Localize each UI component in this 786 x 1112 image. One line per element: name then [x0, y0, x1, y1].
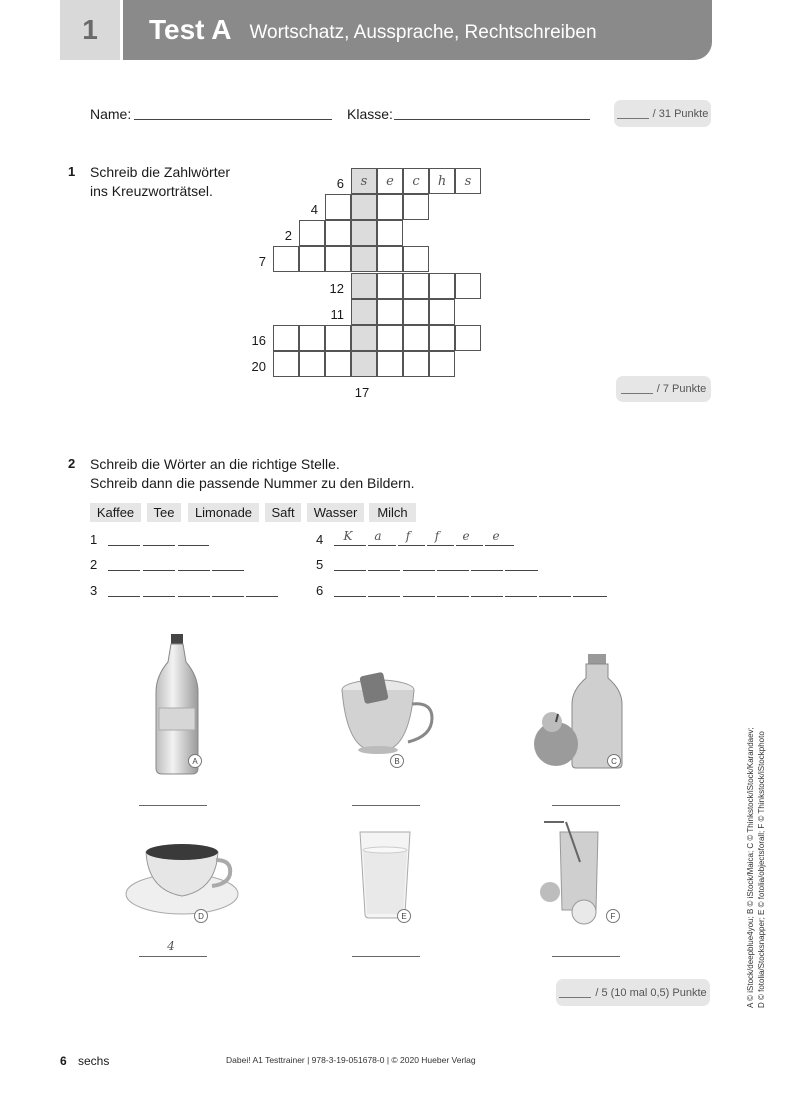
tea-glass-image	[338, 670, 436, 760]
milk-glass-image	[356, 830, 414, 920]
task1-instruction-line2: ins Kreuzworträtsel.	[90, 183, 213, 199]
image-label-e: E	[397, 909, 411, 923]
handwritten-picture-answer: 4	[167, 939, 175, 953]
image-label-d: D	[194, 909, 208, 923]
word-box-saft: Saft	[265, 503, 301, 522]
crossword-cell[interactable]	[325, 194, 351, 220]
image-label-f: F	[606, 909, 620, 923]
letter-blank[interactable]	[505, 569, 538, 571]
row-number-1: 1	[90, 532, 98, 547]
task2-number: 2	[68, 456, 76, 471]
letter-blank[interactable]	[368, 595, 400, 597]
crossword-cell[interactable]	[377, 325, 403, 351]
word-box-tee: Tee	[147, 503, 181, 522]
crossword-cell[interactable]	[325, 325, 351, 351]
letter-blank[interactable]	[403, 595, 435, 597]
name-label: Name:	[90, 106, 132, 122]
crossword-cell[interactable]	[377, 246, 403, 272]
letter-blank[interactable]	[368, 569, 400, 571]
crossword-cell[interactable]	[377, 351, 403, 377]
picture-a-answer[interactable]	[139, 804, 207, 806]
crossword-cell[interactable]	[429, 273, 455, 299]
letter-blank[interactable]	[108, 569, 140, 571]
letter-blank[interactable]	[212, 595, 244, 597]
word-box-milch: Milch	[369, 503, 416, 522]
clue-4: 4	[310, 202, 318, 217]
crossword-letter: s	[360, 174, 368, 189]
letter-blank[interactable]	[108, 595, 140, 597]
letter-blank[interactable]	[471, 595, 503, 597]
row-number-5: 5	[316, 557, 324, 572]
row-number-6: 6	[316, 583, 324, 598]
crossword-cell[interactable]	[403, 351, 429, 377]
handwritten-letter: f	[434, 529, 440, 543]
crossword-cell[interactable]	[403, 299, 429, 325]
task2-points-box	[556, 979, 710, 1006]
picture-d-answer[interactable]	[139, 955, 207, 957]
task1-points-input[interactable]	[621, 384, 653, 394]
task2-instruction-line1: Schreib die Wörter an die richtige Stelle.	[90, 456, 340, 472]
clue-2: 2	[284, 228, 292, 243]
clue-17: 17	[354, 385, 370, 400]
task1-points-label: / 7 Punkte	[656, 383, 707, 395]
total-points-box	[614, 100, 711, 127]
crossword-cell[interactable]	[299, 325, 325, 351]
crossword-cell[interactable]	[325, 246, 351, 272]
crossword-letter: h	[437, 174, 447, 189]
letter-blank[interactable]	[403, 569, 435, 571]
crossword-cell[interactable]	[429, 351, 455, 377]
crossword-cell[interactable]	[351, 246, 377, 272]
letter-blank[interactable]	[471, 569, 503, 571]
crossword-cell[interactable]	[351, 194, 377, 220]
clue-20: 20	[251, 359, 266, 374]
coffee-cup-image	[124, 834, 240, 922]
handwritten-letter: K	[343, 529, 353, 543]
crossword-cell[interactable]	[273, 325, 299, 351]
crossword-cell[interactable]	[429, 299, 455, 325]
letter-blank[interactable]	[334, 595, 366, 597]
letter-blank[interactable]	[143, 569, 175, 571]
row-number-4: 4	[316, 532, 324, 547]
clue-12: 12	[329, 281, 344, 296]
task2-points-input[interactable]	[559, 988, 591, 998]
photo-credits-line1: A © iStock/deepblue4you; B © iStock/Maica; C © Thinkstock/iStock/Karandaev;	[746, 727, 755, 1008]
crossword-cell[interactable]	[299, 246, 325, 272]
crossword-cell[interactable]	[403, 194, 429, 220]
letter-blank[interactable]	[485, 544, 514, 546]
letter-blank[interactable]	[108, 544, 140, 546]
letter-blank[interactable]	[178, 595, 210, 597]
picture-b-answer[interactable]	[352, 804, 420, 806]
word-box-wasser: Wasser	[307, 503, 364, 522]
crossword-cell[interactable]	[351, 325, 377, 351]
letter-blank[interactable]	[143, 595, 175, 597]
letter-blank[interactable]	[456, 544, 483, 546]
task1-number: 1	[68, 164, 76, 179]
task1-instruction	[90, 163, 230, 201]
letter-blank[interactable]	[246, 595, 278, 597]
picture-c-answer[interactable]	[552, 804, 620, 806]
total-points-input[interactable]	[617, 109, 649, 119]
crossword-cell[interactable]	[325, 351, 351, 377]
letter-blank[interactable]	[212, 569, 244, 571]
name-field[interactable]	[134, 118, 332, 120]
row-number-2: 2	[90, 557, 98, 572]
crossword-cell[interactable]	[377, 299, 403, 325]
handwritten-letter: e	[462, 529, 470, 543]
crossword-cell[interactable]	[377, 220, 403, 246]
letter-blank[interactable]	[437, 595, 469, 597]
crossword-cell[interactable]	[325, 220, 351, 246]
letter-blank[interactable]	[368, 544, 396, 546]
crossword-cell[interactable]	[273, 351, 299, 377]
task2-points-label: / 5 (10 mal 0,5) Punkte	[595, 986, 707, 999]
crossword-cell[interactable]	[455, 273, 481, 299]
class-field[interactable]	[394, 118, 590, 120]
picture-e-answer[interactable]	[352, 955, 420, 957]
class-label: Klasse:	[347, 106, 393, 122]
juice-bottle-apple-image	[528, 652, 624, 770]
crossword-cell[interactable]	[273, 246, 299, 272]
crossword-cell[interactable]	[403, 246, 429, 272]
photo-credits	[745, 668, 767, 1008]
crossword-cell[interactable]	[351, 351, 377, 377]
letter-blank[interactable]	[437, 569, 469, 571]
image-label-c: C	[607, 754, 621, 768]
letter-blank[interactable]	[178, 544, 209, 546]
letter-blank[interactable]	[143, 544, 175, 546]
crossword-letter: s	[464, 174, 472, 189]
handwritten-letter: a	[374, 529, 382, 543]
crossword-cell[interactable]	[377, 273, 403, 299]
crossword-cell[interactable]	[351, 273, 377, 299]
letter-blank[interactable]	[539, 595, 571, 597]
crossword-cell[interactable]	[351, 220, 377, 246]
header-bar	[123, 0, 712, 60]
task1-instruction-line1: Schreib die Zahlwörter	[90, 164, 231, 180]
letter-blank[interactable]	[427, 544, 454, 546]
letter-blank[interactable]	[178, 569, 210, 571]
total-points-label: / 31 Punkte	[652, 107, 709, 120]
handwritten-letter: e	[492, 529, 500, 543]
task2-instruction-line2: Schreib dann die passende Nummer zu den Bildern.	[90, 475, 415, 491]
task1-points-box	[616, 376, 711, 402]
handwritten-letter: f	[405, 529, 411, 543]
page-number-word: sechs	[78, 1054, 110, 1068]
crossword-letter: c	[412, 174, 420, 189]
letter-blank[interactable]	[398, 544, 425, 546]
picture-f-answer[interactable]	[552, 955, 620, 957]
crossword-cell[interactable]	[351, 299, 377, 325]
image-label-b: B	[390, 754, 404, 768]
publisher-info: Dabei! A1 Testtrainer | 978-3-19-051678-0 | © 2020 Hueber Verlag	[226, 1055, 476, 1065]
clue-16: 16	[251, 333, 266, 348]
crossword-cell[interactable]	[403, 325, 429, 351]
test-subtitle: Wortschatz, Aussprache, Rechtschreiben	[249, 21, 597, 43]
page-number: 6	[60, 1054, 67, 1068]
clue-6: 6	[336, 176, 344, 191]
crossword-cell[interactable]	[403, 273, 429, 299]
crossword-letter: e	[386, 174, 394, 189]
letter-blank[interactable]	[334, 569, 366, 571]
clue-7: 7	[258, 254, 266, 269]
crossword-cell[interactable]	[299, 220, 325, 246]
test-title: Test A	[149, 14, 232, 45]
crossword-cell[interactable]	[429, 325, 455, 351]
letter-blank[interactable]	[334, 544, 366, 546]
crossword-cell[interactable]	[377, 194, 403, 220]
word-box-kaffee: Kaffee	[90, 503, 141, 522]
image-label-a: A	[188, 754, 202, 768]
crossword-cell[interactable]	[455, 325, 481, 351]
row-number-3: 3	[90, 583, 98, 598]
task2-instruction	[90, 455, 415, 493]
clue-11: 11	[330, 307, 344, 322]
crossword-cell[interactable]	[299, 351, 325, 377]
letter-blank[interactable]	[505, 595, 537, 597]
letter-blank[interactable]	[573, 595, 607, 597]
word-box-limonade: Limonade	[188, 503, 259, 522]
photo-credits-line2: D © fotolia/Stocksnapper; E © fotolia/objectsforall; F © Thinkstock/iStockphoto	[757, 731, 766, 1008]
chapter-number-tab: 1	[60, 0, 120, 60]
